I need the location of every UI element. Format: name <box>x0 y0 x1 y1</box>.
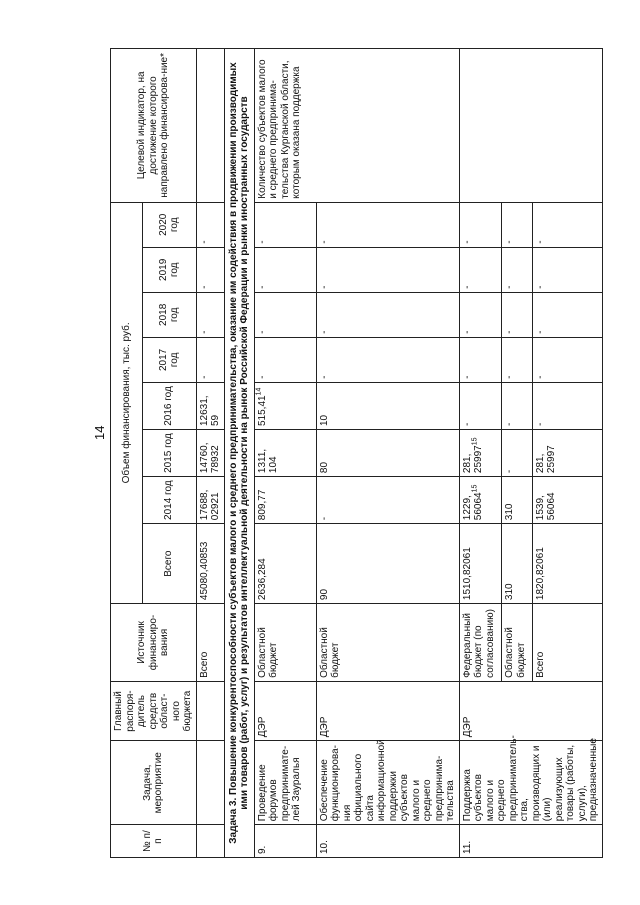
cell-empty <box>196 681 224 740</box>
financing-table <box>110 48 603 858</box>
cell-total: 310 <box>502 524 532 604</box>
cell-year: - <box>532 337 602 382</box>
cell-num: 11. <box>459 825 602 858</box>
cell-source: Федеральный бюджет (по согласованию) <box>459 604 502 682</box>
cell-year: 281, 25997 <box>532 430 602 477</box>
header-num: № п/п <box>111 825 197 858</box>
cell-year: - <box>196 337 224 382</box>
cell-distributor: ДЭР <box>254 681 316 740</box>
cell-total: 1510,82061 <box>459 524 502 604</box>
cell-source: Областной бюджет <box>254 604 316 682</box>
cell-indicator: Количество субъектов малого и среднего предпринима-тельства Курганской области, которым оказана поддержка <box>254 49 459 203</box>
cell-source: Областной бюджет <box>316 604 459 682</box>
cell-year: 12631, 59 <box>196 382 224 429</box>
cell-source: Областной бюджет <box>502 604 532 682</box>
cell-source: Всего <box>196 604 224 682</box>
table-row-total <box>196 49 224 858</box>
cell-year: - <box>459 292 502 337</box>
cell-task: Обеспечение функционирова-ния официального сайта информационной поддержки субъектов малого и среднего предпринима-тельства <box>316 741 459 825</box>
cell-value: 281, 25997 <box>461 445 484 474</box>
task3-heading: Задача 3. Повышение конкурентоспособности субъектов малого и среднего предпринимательства, оказание им содействия в продвижении производимых ими товаров (работ, услуг) и результатов интеллектуальной деятельности на рынок Российской Федерации и рынки иностранных государств <box>224 49 254 858</box>
cell-year: - <box>502 382 532 429</box>
task-heading-row <box>224 49 254 858</box>
cell-distributor: ДЭР <box>316 681 459 740</box>
cell-year: - <box>532 247 602 292</box>
cell-year: - <box>316 247 459 292</box>
header-task: Задача, мероприятие <box>111 741 197 825</box>
cell-year: - <box>316 477 459 524</box>
cell-year <box>459 430 502 477</box>
cell-year: - <box>254 247 316 292</box>
cell-year: - <box>316 292 459 337</box>
cell-indicator <box>459 49 602 203</box>
table-row-9 <box>254 49 316 858</box>
page-number: 14 <box>92 425 107 440</box>
cell-total: 1820,82061 <box>532 524 602 604</box>
footnote-marker: 14 <box>255 387 263 396</box>
cell-total: 45080,40853 <box>196 524 224 604</box>
cell-total: 90 <box>316 524 459 604</box>
cell-year: - <box>532 382 602 429</box>
cell-year: - <box>196 247 224 292</box>
cell-year: - <box>502 292 532 337</box>
cell-year: - <box>502 430 532 477</box>
cell-value: 1229, 56064 <box>461 492 484 521</box>
header-year: 2016 год <box>142 382 196 429</box>
cell-year: - <box>254 337 316 382</box>
header-year: 2020 год <box>142 202 196 247</box>
header-row <box>111 49 143 858</box>
cell-year: 17688, 02921 <box>196 477 224 524</box>
cell-distributor: ДЭР <box>459 681 602 740</box>
cell-empty <box>196 741 224 825</box>
cell-year: 80 <box>316 430 459 477</box>
cell-year: 809,77 <box>254 477 316 524</box>
cell-empty <box>196 825 224 858</box>
cell-total: 2636,284 <box>254 524 316 604</box>
financing-table-page <box>110 48 599 858</box>
header-year: 2015 год <box>142 430 196 477</box>
header-distributor: Главный распоря-дитель средств област-ного бюджета <box>111 681 197 740</box>
cell-year: 1539, 56064 <box>532 477 602 524</box>
cell-task: Поддержка субъектов малого и среднего предприниматель-ства, производящих и (или) реализующих товары (работы, услуги), предназначенные <box>459 741 602 825</box>
cell-year: 14760, 78932 <box>196 430 224 477</box>
cell-year: - <box>532 202 602 247</box>
cell-year: - <box>532 292 602 337</box>
cell-year: - <box>459 382 502 429</box>
header-total: Всего <box>142 524 196 604</box>
cell-year: 310 <box>502 477 532 524</box>
cell-year: 10 <box>316 382 459 429</box>
cell-year: - <box>196 292 224 337</box>
header-source: Источник финансиро-вания <box>111 604 197 682</box>
cell-year <box>254 382 316 429</box>
header-year: 2017 год <box>142 337 196 382</box>
cell-year: - <box>502 202 532 247</box>
cell-year: - <box>316 337 459 382</box>
footnote-marker: 15 <box>471 484 479 493</box>
cell-task: Проведение форумов предпринимате-лей Зауралья <box>254 741 316 825</box>
cell-year <box>459 477 502 524</box>
cell-year: - <box>254 202 316 247</box>
footnote-marker: 15 <box>471 437 479 446</box>
header-volume: Объем финансирования, тыс. руб. <box>111 202 143 603</box>
cell-year: - <box>459 202 502 247</box>
header-year: 2014 год <box>142 477 196 524</box>
cell-empty <box>196 49 224 203</box>
table-row-11 <box>459 49 502 858</box>
header-year: 2018 год <box>142 292 196 337</box>
cell-source: Всего <box>532 604 602 682</box>
cell-year: - <box>316 202 459 247</box>
cell-num: 10. <box>316 825 459 858</box>
cell-num: 9. <box>254 825 316 858</box>
cell-year: - <box>502 337 532 382</box>
cell-year: - <box>254 292 316 337</box>
cell-year: - <box>459 247 502 292</box>
header-year: 2019 год <box>142 247 196 292</box>
cell-year: - <box>459 337 502 382</box>
cell-year: 1311, 104 <box>254 430 316 477</box>
cell-year: - <box>196 202 224 247</box>
cell-year: - <box>502 247 532 292</box>
header-indicator: Целевой индикатор, на достижение которого направлено финансирова-ние* <box>111 49 197 203</box>
cell-value: 515,41 <box>256 395 268 427</box>
